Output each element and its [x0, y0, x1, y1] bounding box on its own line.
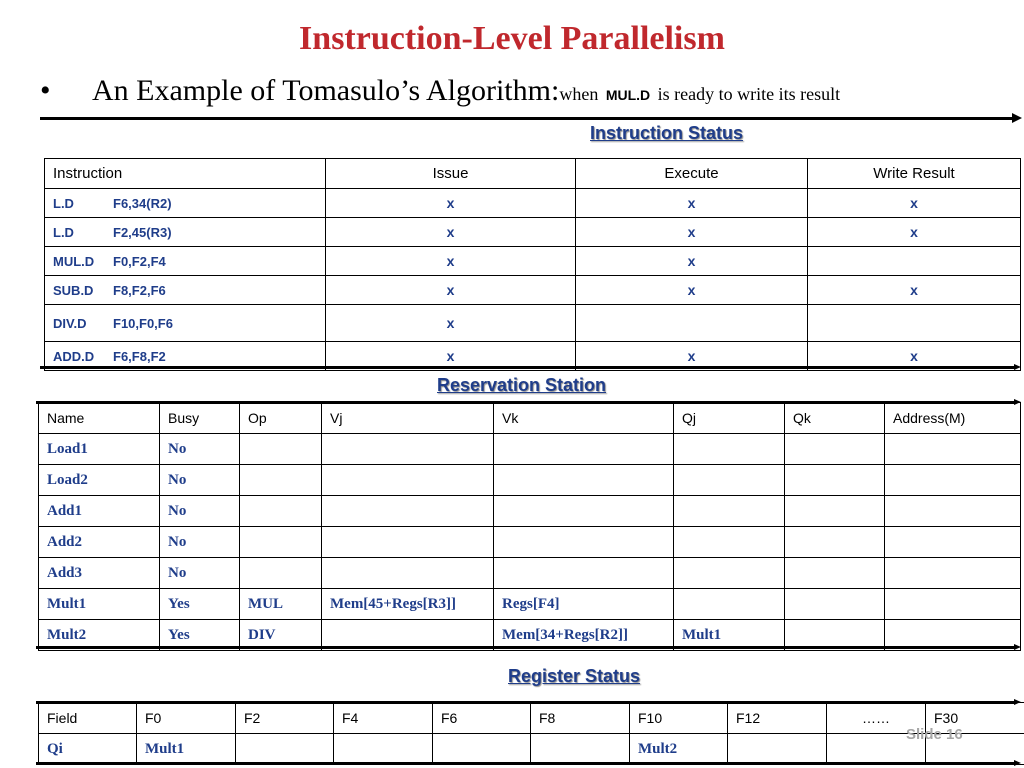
instruction-cell: SUB.D F8,F2,F6 — [45, 276, 326, 305]
table-cell — [322, 527, 494, 558]
table-cell: No — [160, 496, 240, 527]
instruction-status-header-row — [45, 159, 1021, 189]
divider-top-arrow — [1012, 113, 1022, 123]
instruction-cell: ADD.D F6,F8,F2 — [45, 342, 326, 371]
table-cell — [240, 496, 322, 527]
header-ellipsis: …… — [827, 703, 926, 734]
header-f30: F30 — [926, 703, 1024, 734]
write-cell: x — [808, 189, 1021, 218]
table-cell — [494, 527, 674, 558]
table-cell — [240, 527, 322, 558]
execute-cell: x — [576, 276, 808, 305]
slide-title: Instruction-Level Parallelism — [299, 20, 725, 57]
execute-cell: x — [576, 218, 808, 247]
header-name: Name — [39, 403, 160, 434]
instruction-cell: MUL.D F0,F2,F4 — [45, 247, 326, 276]
divider-bottom-arrow — [1014, 760, 1021, 766]
table-cell — [674, 589, 785, 620]
divider-rs-bottom — [36, 646, 1016, 649]
table-cell: Mult1 — [674, 620, 785, 651]
issue-cell: x — [326, 247, 576, 276]
write-cell — [808, 247, 1021, 276]
register-status-heading: Register Status — [508, 666, 641, 686]
header-instruction: Instruction — [45, 159, 326, 189]
table-cell: Mult2 — [630, 734, 728, 765]
table-cell: Yes — [160, 620, 240, 651]
header-write-result: Write Result — [808, 159, 1021, 189]
issue-cell: x — [326, 342, 576, 371]
header-f10: F10 — [630, 703, 728, 734]
table-cell — [885, 558, 1021, 589]
reservation-station-header-row — [39, 403, 1021, 434]
header-f8: F8 — [531, 703, 630, 734]
subtitle-code: MUL.D — [605, 87, 651, 103]
subtitle-prefix: when — [559, 84, 599, 104]
header-field: Field — [39, 703, 137, 734]
header-f0: F0 — [137, 703, 236, 734]
table-cell — [785, 589, 885, 620]
table-cell — [785, 465, 885, 496]
table-cell: Yes — [160, 589, 240, 620]
table-cell — [322, 558, 494, 589]
table-cell — [785, 527, 885, 558]
table-cell: No — [160, 527, 240, 558]
table-cell — [236, 734, 334, 765]
table-cell: Add3 — [39, 558, 160, 589]
table-cell — [785, 434, 885, 465]
slide-number: Slide 16 — [906, 726, 963, 743]
header-op: Op — [240, 403, 322, 434]
subtitle-main: An Example of Tomasulo’s Algorithm: — [92, 74, 560, 107]
register-status-header-row — [39, 703, 1024, 734]
table-cell: MUL — [240, 589, 322, 620]
execute-cell: x — [576, 342, 808, 371]
table-row — [39, 734, 1024, 765]
table-cell: No — [160, 558, 240, 589]
table-row — [39, 434, 1021, 465]
table-cell — [885, 527, 1021, 558]
table-row — [45, 189, 1021, 218]
slide-subtitle — [40, 72, 840, 114]
divider-ist-bottom — [40, 366, 1016, 369]
header-qk: Qk — [785, 403, 885, 434]
header-f2: F2 — [236, 703, 334, 734]
divider-ist-bottom-arrow — [1014, 364, 1021, 370]
divider-top — [40, 117, 1014, 120]
table-cell — [240, 558, 322, 589]
table-cell — [494, 465, 674, 496]
register-status-table — [38, 702, 1024, 765]
table-row — [39, 589, 1021, 620]
table-cell: Regs[F4] — [494, 589, 674, 620]
table-row — [39, 465, 1021, 496]
table-cell — [531, 734, 630, 765]
table-cell: Mult1 — [39, 589, 160, 620]
table-row — [45, 276, 1021, 305]
table-cell — [674, 527, 785, 558]
table-cell — [674, 558, 785, 589]
issue-cell: x — [326, 218, 576, 247]
table-cell: No — [160, 434, 240, 465]
header-issue: Issue — [326, 159, 576, 189]
header-execute: Execute — [576, 159, 808, 189]
table-cell — [885, 589, 1021, 620]
table-cell: Mem[34+Regs[R2]] — [494, 620, 674, 651]
table-cell: No — [160, 465, 240, 496]
table-cell: Add2 — [39, 527, 160, 558]
table-row — [45, 305, 1021, 342]
write-cell — [808, 305, 1021, 342]
table-row — [39, 558, 1021, 589]
table-cell — [433, 734, 531, 765]
bullet: • — [40, 74, 51, 107]
header-f6: F6 — [433, 703, 531, 734]
table-cell: Add1 — [39, 496, 160, 527]
table-cell — [674, 465, 785, 496]
table-cell — [494, 558, 674, 589]
table-cell — [728, 734, 827, 765]
header-f4: F4 — [334, 703, 433, 734]
table-cell — [885, 434, 1021, 465]
table-cell — [322, 465, 494, 496]
divider-rs-bottom-arrow — [1014, 644, 1021, 650]
table-cell — [494, 434, 674, 465]
table-row — [45, 218, 1021, 247]
table-row — [39, 496, 1021, 527]
reservation-station-heading: Reservation Station — [437, 375, 607, 395]
issue-cell: x — [326, 305, 576, 342]
header-busy: Busy — [160, 403, 240, 434]
instruction-status-heading: Instruction Status — [590, 123, 744, 143]
write-cell: x — [808, 276, 1021, 305]
table-cell — [785, 496, 885, 527]
write-cell: x — [808, 218, 1021, 247]
table-cell — [334, 734, 433, 765]
divider-bottom — [36, 762, 1016, 765]
table-cell: Qi — [39, 734, 137, 765]
table-cell — [674, 496, 785, 527]
table-row — [39, 527, 1021, 558]
execute-cell: x — [576, 247, 808, 276]
header-vk: Vk — [494, 403, 674, 434]
instruction-cell: L.D F2,45(R3) — [45, 218, 326, 247]
instruction-status-table — [44, 158, 1021, 371]
table-cell — [322, 496, 494, 527]
reservation-station-table — [38, 402, 1021, 651]
instruction-cell: L.D F6,34(R2) — [45, 189, 326, 218]
table-cell: Mult2 — [39, 620, 160, 651]
table-cell — [785, 558, 885, 589]
instruction-cell: DIV.D F10,F0,F6 — [45, 305, 326, 342]
header-qj: Qj — [674, 403, 785, 434]
execute-cell — [576, 305, 808, 342]
header-f12: F12 — [728, 703, 827, 734]
execute-cell: x — [576, 189, 808, 218]
header-address: Address(M) — [885, 403, 1021, 434]
issue-cell: x — [326, 189, 576, 218]
table-row — [45, 247, 1021, 276]
table-cell: Mem[45+Regs[R3]] — [322, 589, 494, 620]
header-vj: Vj — [322, 403, 494, 434]
issue-cell: x — [326, 276, 576, 305]
table-cell: Mult1 — [137, 734, 236, 765]
table-cell — [240, 465, 322, 496]
table-cell — [240, 434, 322, 465]
table-cell — [674, 434, 785, 465]
table-cell — [885, 496, 1021, 527]
subtitle-suffix: is ready to write its result — [657, 84, 841, 104]
write-cell: x — [808, 342, 1021, 371]
table-cell: DIV — [240, 620, 322, 651]
table-cell: Load1 — [39, 434, 160, 465]
table-cell — [885, 465, 1021, 496]
table-cell — [494, 496, 674, 527]
table-cell — [322, 434, 494, 465]
table-cell: Load2 — [39, 465, 160, 496]
